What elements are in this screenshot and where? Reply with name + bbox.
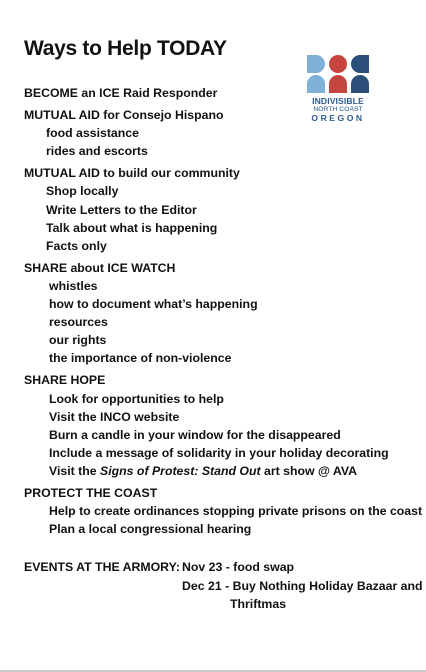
list-item: Help to create ordinances stopping private prisons on the coast [49, 504, 423, 519]
list-item: food assistance [46, 126, 139, 141]
section-heading: MUTUAL AID for Consejo Hispano [24, 108, 224, 123]
logo-line-3: OREGON [311, 113, 365, 124]
section-ice-raid [24, 84, 419, 102]
page-title: Ways to Help TODAY [24, 37, 227, 60]
events-label: EVENTS AT THE ARMORY: [24, 560, 180, 574]
art-show-title: Signs of Protest: Stand Out [100, 463, 261, 478]
section-protect-coast [24, 484, 423, 538]
list-item: Include a message of solidarity in your holiday decorating [49, 445, 389, 460]
list-item: the importance of non-violence [49, 351, 232, 366]
section-share-hope [24, 371, 419, 480]
event-item-continuation: Thriftmas [230, 597, 287, 612]
list-item: Shop locally [46, 184, 119, 199]
section-consejo-hispano [24, 106, 419, 160]
section-ice-watch [24, 259, 419, 368]
event-item: Dec 21 - Buy Nothing Holiday Bazaar and [182, 578, 423, 593]
list-item-art-show [24, 462, 419, 480]
section-heading: MUTUAL AID to build our community [24, 166, 240, 181]
art-show-suffix: art show @ AVA [260, 463, 358, 478]
logo-line-1: INDIVISIBLE [312, 96, 364, 106]
list-item: Talk about what is happening [46, 220, 218, 235]
section-heading: SHARE HOPE [24, 373, 106, 388]
list-item: Facts only [46, 238, 107, 253]
list-item: Look for opportunities to help [49, 391, 224, 406]
list-item: whistles [49, 278, 98, 293]
list-item: our rights [49, 333, 107, 348]
section-heading: SHARE about ICE WATCH [24, 260, 176, 275]
art-show-prefix: Visit the [49, 463, 101, 478]
list-item: Burn a candle in your window for the disappeared [49, 427, 341, 442]
list-item: how to document what’s happening [49, 297, 258, 312]
list-item: Visit the INCO website [49, 409, 180, 424]
section-heading: BECOME an ICE Raid Responder [24, 86, 218, 100]
list-item: Plan a local congressional hearing [49, 522, 252, 537]
events-list [182, 558, 422, 614]
section-heading: PROTECT THE COAST [24, 485, 158, 500]
list-item: Write Letters to the Editor [46, 202, 197, 217]
list-item: resources [49, 315, 108, 330]
help-list [24, 84, 423, 538]
logo-line-2: NORTH COAST [313, 105, 363, 113]
section-community [24, 164, 419, 254]
list-item: rides and escorts [46, 144, 148, 159]
event-item: Nov 23 - food swap [182, 560, 295, 574]
